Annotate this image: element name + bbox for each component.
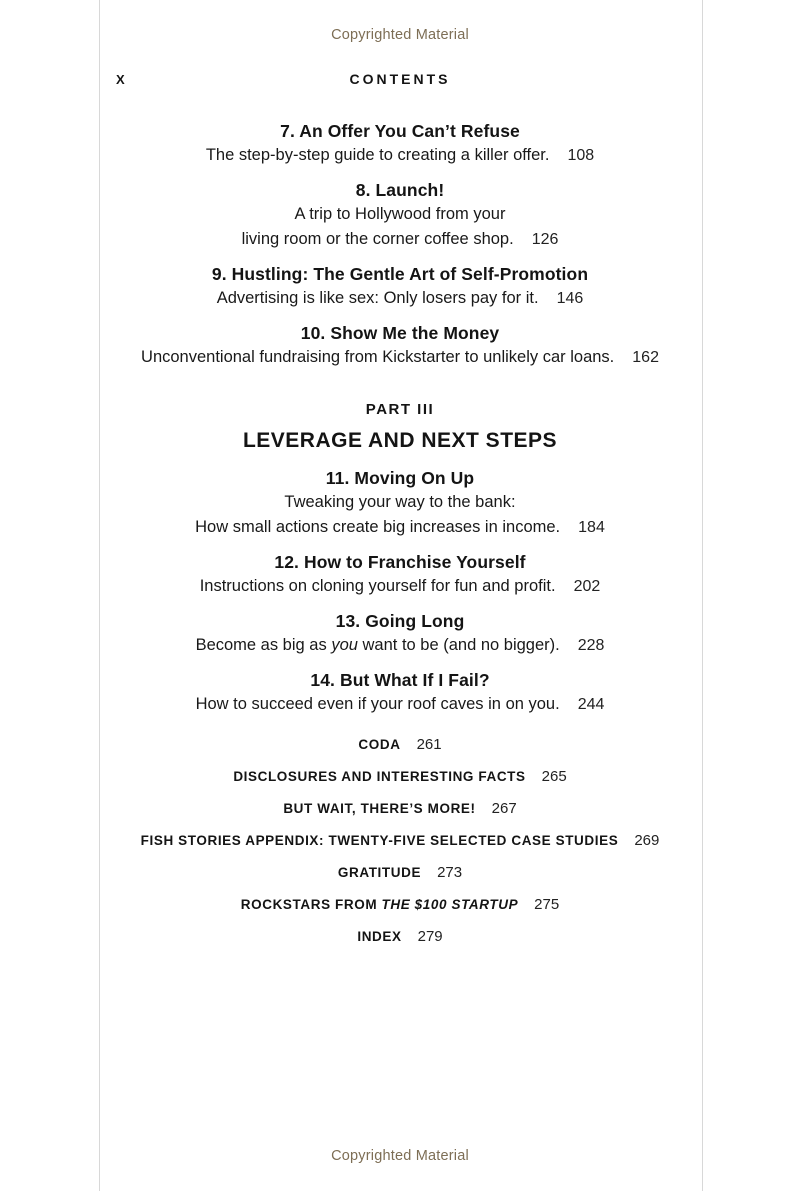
page-number: 279 — [417, 928, 443, 945]
part-label: PART III — [365, 401, 435, 418]
back-matter-entry — [0, 831, 800, 851]
chapter-description — [0, 286, 800, 311]
page-number: 265 — [541, 768, 567, 785]
chapter-description — [0, 143, 800, 168]
chapter-description — [0, 227, 800, 252]
page-number: 162 — [632, 349, 659, 366]
part-divider — [0, 400, 800, 454]
chapter-title: 13. Going Long — [335, 611, 465, 631]
chapter-description — [0, 202, 800, 227]
chapter-description — [0, 515, 800, 540]
folio-page-number: X — [116, 72, 126, 87]
page-number: 267 — [491, 800, 517, 817]
chapter-description — [0, 692, 800, 717]
back-matter-title-text: ROCKSTARS FROM — [240, 897, 382, 912]
chapter-title: 9. Hustling: The Gentle Art of Self-Promotion — [211, 264, 589, 284]
page-number: 126 — [531, 231, 559, 248]
page-edge-left — [99, 0, 100, 1191]
description-text: Become as big as — [195, 636, 332, 654]
page-edge-right — [702, 0, 703, 1191]
description-text: living room or the corner coffee shop. — [241, 230, 514, 248]
contents-heading: CONTENTS — [349, 71, 451, 87]
description-text: Unconventional fundraising from Kickstarter to unlikely car loans. — [141, 348, 615, 366]
chapter-title: 8. Launch! — [355, 180, 445, 200]
chapter-description — [0, 574, 800, 599]
back-matter-entry — [0, 927, 800, 947]
copyright-notice-top: Copyrighted Material — [331, 27, 469, 43]
chapter-title: 10. Show Me the Money — [300, 323, 500, 343]
back-matter-entry — [0, 767, 800, 787]
description-text: Instructions on cloning yourself for fun and profit. — [199, 577, 556, 595]
description-text: A trip to Hollywood from your — [294, 205, 506, 223]
back-matter-title: DISCLOSURES AND INTERESTING FACTS — [233, 769, 526, 784]
description-text: Advertising is like sex: Only losers pay for it. — [216, 289, 539, 307]
description-text: How to succeed even if your roof caves in on you. — [195, 695, 560, 713]
description-text: Tweaking your way to the bank: — [284, 493, 516, 511]
chapter-description — [0, 345, 800, 370]
description-italic-text: you — [331, 636, 358, 654]
toc-entry — [0, 609, 800, 658]
back-matter-title — [241, 897, 518, 912]
back-matter-title: CODA — [358, 737, 401, 752]
toc-entry — [0, 178, 800, 252]
chapter-description — [0, 633, 800, 658]
copyright-notice-bottom: Copyrighted Material — [331, 1148, 469, 1164]
page-header — [0, 71, 800, 89]
back-matter-title: INDEX — [357, 929, 402, 944]
back-matter-entry — [0, 799, 800, 819]
page-number: 269 — [634, 832, 660, 849]
table-of-contents — [0, 119, 800, 947]
chapter-title: 12. How to Franchise Yourself — [274, 552, 526, 572]
back-matter-title: BUT WAIT, THERE’S MORE! — [283, 801, 476, 816]
back-matter-title: FISH STORIES APPENDIX: TWENTY-FIVE SELECTED CASE STUDIES — [140, 833, 619, 848]
back-matter-entry — [0, 895, 800, 915]
back-matter-title-italic: THE $100 STARTUP — [381, 897, 519, 912]
page-number: 146 — [556, 290, 584, 307]
toc-entry — [0, 550, 800, 599]
toc-entry — [0, 262, 800, 311]
description-text: The step-by-step guide to creating a killer offer. — [205, 146, 550, 164]
page-number: 202 — [573, 578, 601, 595]
page-number: 273 — [437, 864, 463, 881]
description-text: How small actions create big increases in income. — [195, 518, 561, 536]
chapter-title: 7. An Offer You Can’t Refuse — [280, 121, 520, 141]
chapter-description — [0, 490, 800, 515]
back-matter-entry — [0, 735, 800, 755]
toc-entry — [0, 668, 800, 717]
back-matter-title: GRATITUDE — [337, 865, 422, 880]
chapter-title: 14. But What If I Fail? — [310, 670, 490, 690]
page-number: 244 — [577, 696, 605, 713]
toc-entry — [0, 466, 800, 540]
page-number: 228 — [577, 637, 605, 654]
page-number: 184 — [578, 519, 605, 536]
part-title: LEVERAGE AND NEXT STEPS — [242, 429, 558, 452]
page-number: 108 — [567, 147, 595, 164]
toc-entry — [0, 119, 800, 168]
toc-entry — [0, 321, 800, 370]
back-matter-entry — [0, 863, 800, 883]
page-number: 261 — [416, 736, 442, 753]
back-matter-list — [0, 735, 800, 947]
page-number: 275 — [534, 896, 560, 913]
description-text: want to be (and no bigger). — [357, 636, 560, 654]
chapter-title: 11. Moving On Up — [325, 468, 475, 488]
